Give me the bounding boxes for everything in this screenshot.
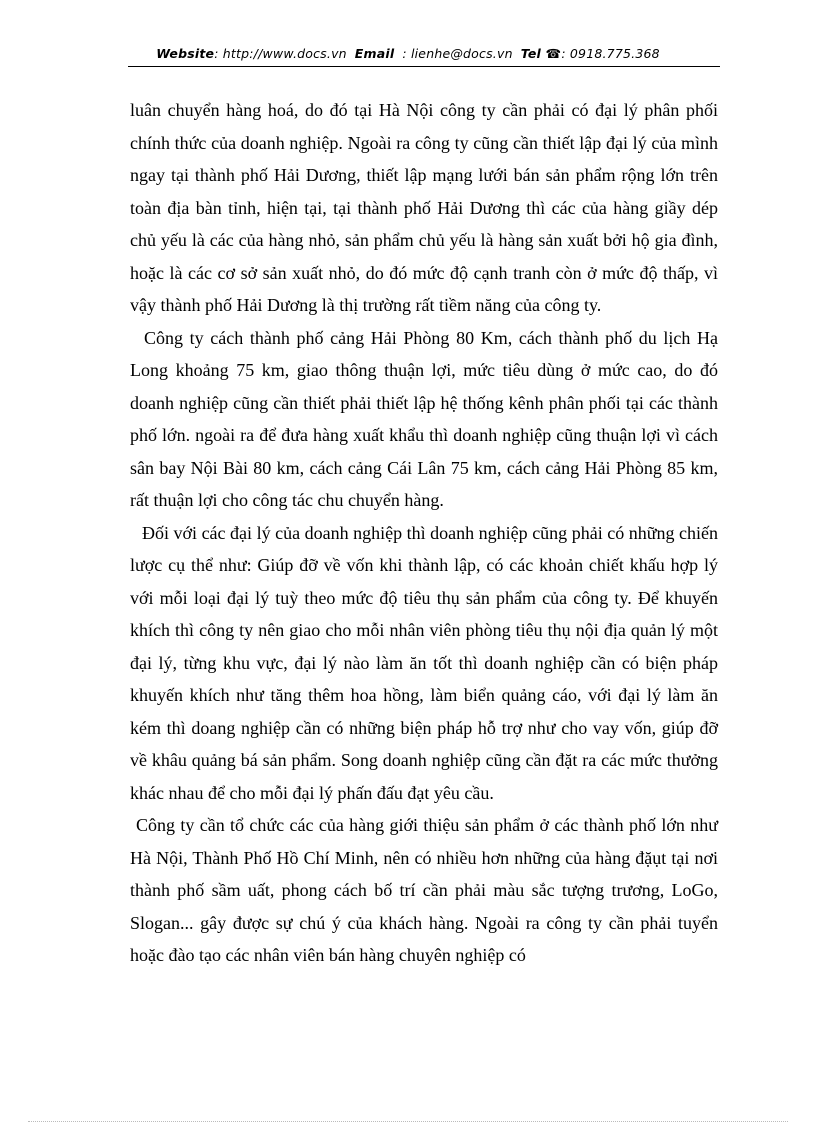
header-divider [128, 66, 720, 67]
website-link[interactable]: : http://www.docs.vn [214, 46, 347, 61]
paragraph-4: Công ty cần tổ chức các của hàng giới thiệu sản phẩm ở các thành phố lớn như Hà Nội, Thành Phố Hồ Chí Minh, nên có nhiều hơn những của hàng đặụt tại nơi thành phố sầm uất, phong cách bố trí cần phải màu sắc tượng trương, LoGo, Slogan... gây được sự chú ý của khách hàng. Ngoài ra công ty cần phải tuyển hoặc đào tạo các nhân viên bán hàng chuyên nghiệp có [130, 815, 718, 965]
paragraph-2: Công ty cách thành phố cảng Hải Phòng 80 Km, cách thành phố du lịch Hạ Long khoảng 75 km, giao thông thuận lợi, mức tiêu dùng ở mức cao, do đó doanh nghiệp cũng cần thiết phải thiết lập hệ thống kênh phân phối tại các thành phố lớn. ngoài ra để đưa hàng xuất khẩu thì doanh nghiệp cũng thuận lợi vì cách sân bay Nội Bài 80 km, cách cảng Cái Lân 75 km, cách cảng Hải Phòng 85 km, rất thuận lợi cho công tác chu chuyển hàng. [130, 327, 718, 510]
tel-value: : 0918.775.368 [561, 46, 660, 61]
document-body [130, 94, 718, 972]
tel-label: Tel ☎ [520, 46, 562, 61]
paragraph-3: Đối với các đại lý của doanh nghiệp thì doanh nghiệp cũng phải có những chiến lược cụ thể như: Giúp đỡ về vốn khi thành lập, có các khoản chiết khấu hợp lý với mỗi loại đại lý tuỳ theo mức độ tiêu thụ sản phẩm của công ty. Để khuyến khích thì công ty nên giao cho mỗi nhân viên phòng tiêu thụ nội địa quản lý một đại lý, từng khu vực, đại lý nào làm ăn tốt thì doanh nghiệp cần có biện pháp khuyến khích như tăng thêm hoa hồng, làm biển quảng cáo, với đại lý làm ăn kém thì doang nghiệp cần có những biện pháp hỗ trợ như cho vay vốn, giúp đỡ về khâu quảng bá sản phẩm. Song doanh nghiệp cũng cần đặt ra các mức thưởng khác nhau để cho mỗi đại lý phấn đấu đạt yêu cầu. [130, 522, 718, 803]
paragraph-1: luân chuyển hàng hoá, do đó tại Hà Nội công ty cần phải có đại lý phân phối chính thức của doanh nghiệp. Ngoài ra công ty cũng cần thiết lập đại lý của mình ngay tại thành phố Hải Dương, thiết lập mạng lưới bán sản phẩm rộng lớn trên toàn địa bàn tỉnh, hiện tại, tại thành phố Hải Dương thì các của hàng giầy dép chủ yếu là các của hàng nhỏ, sản phẩm chủ yếu là hàng sản xuất bởi hộ gia đình, hoặc là các cơ sở sản xuất nhỏ, do đó mức độ cạnh tranh còn ở mức độ thấp, vì vậy thành phố Hải Dương là thị trường rất tiềm năng của công ty. [130, 100, 718, 315]
email-link[interactable]: : lienhe@docs.vn [402, 46, 513, 61]
website-label: Website [156, 46, 215, 61]
email-label: Email [354, 46, 395, 61]
footer-divider [28, 1121, 788, 1122]
page-header [0, 46, 816, 61]
